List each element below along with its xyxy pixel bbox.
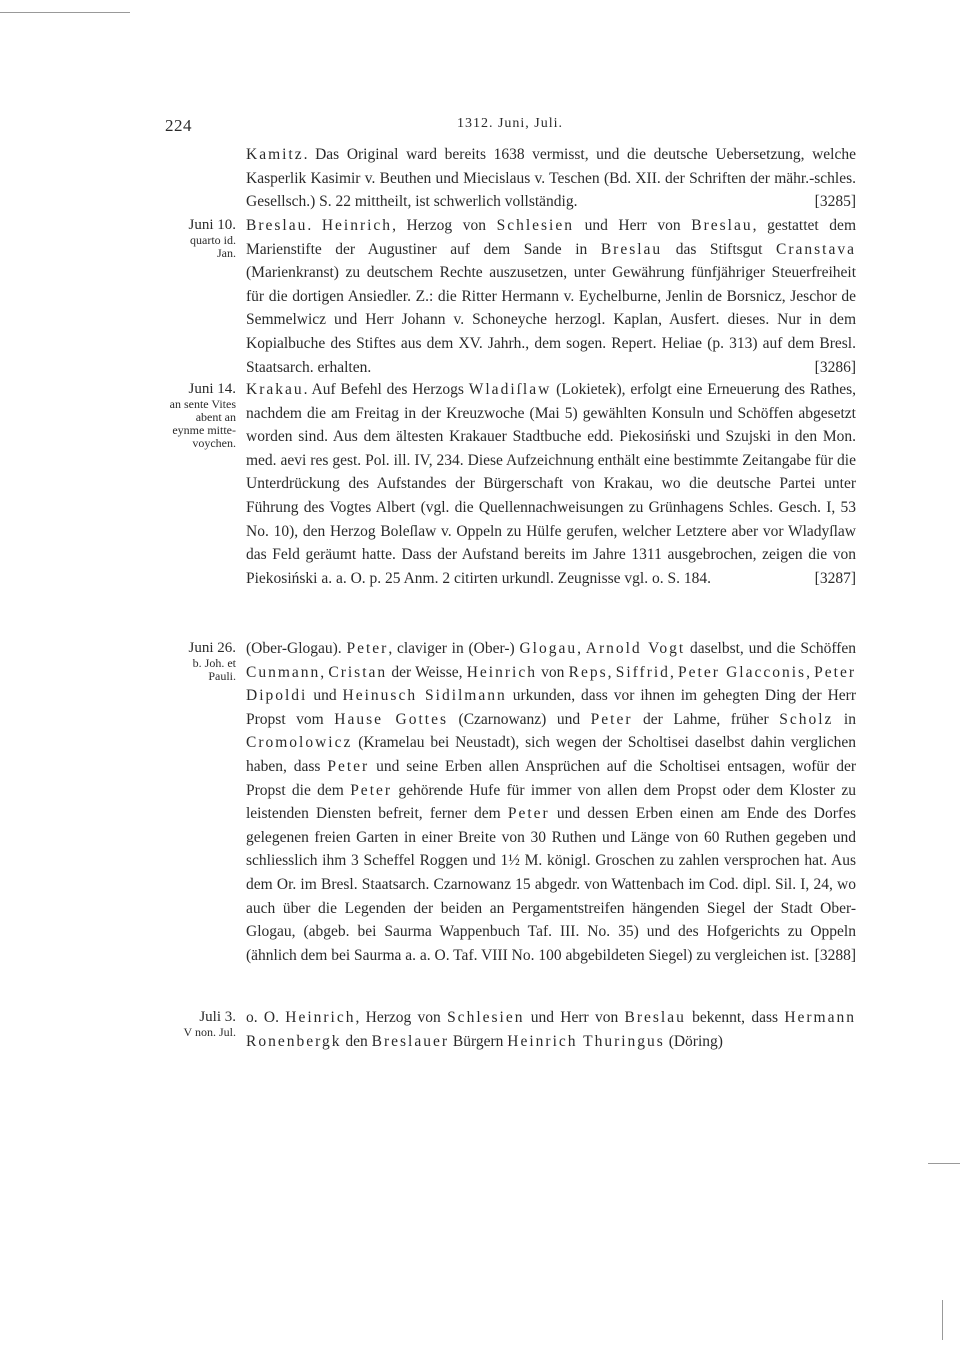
margin-date-label: Juli 3. [199, 1009, 236, 1025]
margin-feast-note: Jan. [217, 246, 236, 260]
text-run: der Lahme, früher [632, 710, 780, 728]
spaced-name: Cunmann [246, 663, 321, 681]
text-run: . [307, 217, 322, 234]
text-run: , [806, 663, 815, 681]
spaced-name: Heinrich [321, 217, 393, 234]
text-run: und Herr von [524, 1009, 625, 1026]
text-run: den [341, 1032, 372, 1050]
margin-feast-note: V non. Jul. [183, 1025, 236, 1039]
spaced-name: Schlesien [496, 217, 574, 234]
spaced-name: Cristan [328, 663, 388, 681]
spaced-name: Schlesien [447, 1009, 525, 1026]
entry-number: [3287] [814, 569, 856, 587]
entry-paragraph [246, 143, 856, 214]
spaced-name: Glogau [519, 640, 578, 657]
margin-date [146, 639, 236, 683]
text-run: . Das Original ward bereits 1638 vermisst, und die deutsche Uebersetzung, welche Kasperlik Kasimir v. Beuthen und Miecislaus v. Teschen (Bd. XII. der Schriften der mähr.-schles. Gesellsch.) S. 22 mittheilt, ist schwerlich vollständig. [246, 146, 856, 211]
text-run: . Auf Befehl des Herzogs [303, 381, 469, 398]
text-run: daselbst, und die Schöffen [685, 640, 856, 657]
text-run: , gestattet dem Marienstifte der Augustiner auf dem Sande in [246, 217, 856, 258]
text-run: , Herzog von [392, 217, 497, 234]
text-run: , claviger in (Ober-) [388, 640, 520, 657]
spaced-name: Heinrich Thuringus [507, 1032, 665, 1050]
margin-date [146, 380, 236, 450]
margin-feast-note: an sente Vites [169, 397, 236, 411]
spaced-name: Scholz [779, 710, 834, 728]
margin-date [146, 216, 236, 260]
spaced-name: Siffrid [615, 663, 670, 681]
text-run: , [669, 663, 679, 681]
spaced-name: Breslau [691, 217, 753, 234]
spaced-name: Peter [346, 640, 389, 657]
margin-date-label: Juni 26. [188, 640, 236, 656]
scan-edge-mark [928, 1163, 960, 1164]
spaced-name: Breslau [246, 217, 308, 234]
text-run: , Herzog von [355, 1009, 448, 1026]
scan-edge-mark [0, 12, 130, 13]
entry-number: [3285] [814, 193, 856, 211]
text-run: , [320, 663, 329, 681]
entry-paragraph [246, 214, 856, 379]
text-run: und [307, 687, 343, 705]
entry-paragraph [246, 1006, 856, 1053]
spaced-name: Hermann Ronenbergk [246, 1009, 856, 1050]
spaced-name: Peter [327, 757, 370, 775]
spaced-name: Krakau [246, 381, 304, 398]
spaced-name: Peter [350, 781, 393, 799]
text-run: (Czarnowanz) und [448, 710, 591, 728]
text-run: (Döring) [664, 1032, 723, 1050]
spaced-name: Kamitz [246, 146, 304, 163]
text-run: , [607, 663, 616, 681]
margin-feast-note: abent an [195, 410, 236, 424]
entry-text [246, 378, 856, 590]
text-run: urkunden, dass vor ihnen im gehegten Ding der Herr Propst vom [246, 687, 856, 728]
entry-text [246, 214, 856, 379]
text-run: und dessen Erben einen am Ende des Dorfes gelegenen freien Garten in einer Breite von 30 Ruthen und Länge von 60 Ruthen gegeben und schliesslich ihm 3 Scheffel Roggen und 1½ M. königl. Groschen zu zahlen versprochen hat. Aus dem Or. im Bresl. Staatsarch. Czarnowanz 15 abgedr. von Wattenbach im Cod. dipl. Sil. I, 24, wo auch über die Legenden der beiden an Pergamentstreifen hängenden Siegel der Stadt Ober-Glogau, (abgeb. bei Saurma Wappenbuch Taf. III. No. 35) und des Hofgerichts zu Oppeln (ähnlich dem bei Saurma a. a. O. Taf. VIII No. 100 abgebildeten Siegel) zu vergleichen ist. [246, 805, 856, 964]
scan-edge-mark [942, 1300, 943, 1340]
margin-date [146, 1008, 236, 1039]
margin-feast-note: b. Joh. et [192, 656, 236, 670]
text-run: (Marienkranst) zu deutschem Rechte auszusetzen, unter Gewährung fünfjähriger Steuerfreiheit für die dortigen Ansiedler. Z.: die Ritter Hermann v. Eychelburne, Jenlin de Borsnicz, Jeschor de Semmelwicz und Herr Johann v. Schoneyche herzogl. Kaplan, Ausfert. dieses. Nur in dem Kopialbuche des Stiftes aus dem XV. Jahrh., dem sogen. Repert. Heliae (p. 313) auf dem Bresl. Staatsarch. erhalten. [246, 264, 856, 376]
entry-paragraph [246, 637, 856, 967]
entry-number: [3286] [814, 358, 856, 376]
text-run: (Ober-Glogau). [246, 640, 347, 657]
text-run: das Stiftsgut [662, 240, 777, 258]
text-run: von [536, 663, 569, 681]
spaced-name: Breslau [600, 240, 663, 258]
spaced-name: Heinrich [285, 1009, 356, 1026]
text-run: gehörende Hufe für immer von allen dem Propst oder dem Kloster zu leistenden Diensten befreit, ferner dem [246, 781, 857, 823]
entry-paragraph [246, 378, 856, 590]
text-run: in [833, 710, 856, 728]
spaced-name: Heinrich [466, 663, 537, 681]
spaced-name: Breslauer [371, 1032, 450, 1050]
text-run: (Lokietek), erfolgt eine Erneuerung des Rathes, nachdem die am Freitag in der Kreuzwoche (Mai 5) gewählten Konsuln und Schöffen abgesetzt worden sind. Aus dem ältesten Krakauer Stadtbuche edd. Piekosiński und Szujski in den Mon. med. aevi res gest. Pol. ill. IV, 234. Diese Aufzeichnung enthält eine bestimmte Zeitangabe für die Unterdrückung des Aufstandes der Bürgerschaft von Krakau, wo die deutsche Partei unter Führung des Vogtes Albert (vgl. die Quellennachweisungen zu Grünhagens Schles. Gesch. I, 53 No. 10), den Herzog Boleſlaw v. Oppeln zu Hülfe gerufen, welcher Letztere aber vor Wladyſlaw das Feld geräumt hatte. Dass der Aufstand bereits im Jahre 1311 ausgebrochen, zeigen die von Piekosiński a. a. O. p. 25 Anm. 2 citirten urkundl. Zeugnisse vgl. o. S. 184. [246, 381, 856, 587]
margin-feast-note: quarto id. [190, 233, 236, 247]
spaced-name: Peter Dipoldi [246, 663, 857, 705]
spaced-name: Peter [507, 805, 550, 823]
margin-feast-note: eynme mitte- [172, 423, 236, 437]
margin-feast-note: voychen. [192, 436, 236, 450]
text-run: (Kramelau bei Neustadt), sich wegen der Scholtisei daselbst dahin verglichen haben, dass [246, 734, 856, 775]
spaced-name: Cranstava [776, 240, 856, 258]
spaced-name: Reps [568, 663, 608, 681]
text-run: und Herr von [573, 217, 692, 234]
spaced-name: Breslau [624, 1009, 686, 1026]
text-run: und seine Erben allen Ansprüchen auf die Scholtisei entsagen, wofür der Propst die dem [246, 757, 857, 799]
text-run: der Weisse, [387, 663, 467, 681]
margin-date-label: Juni 10. [188, 217, 236, 233]
entry-number: [3288] [814, 946, 856, 964]
margin-feast-note: Pauli. [208, 669, 236, 683]
spaced-name: Arnold Vogt [585, 640, 686, 657]
entry-text [246, 143, 856, 214]
margin-date-label: Juni 14. [188, 381, 236, 397]
text-run: o. O. [246, 1009, 286, 1026]
text-run: bekennt, dass [685, 1009, 785, 1026]
running-head: 1312. Juni, Juli. [456, 116, 564, 131]
page-number: 224 [165, 116, 192, 135]
spaced-name: Peter Glacconis [678, 663, 807, 681]
text-run: , [577, 640, 586, 657]
spaced-name: Heinusch Sidilmann [342, 687, 507, 705]
spaced-name: Cromolowicz [246, 734, 353, 752]
spaced-name: Peter [590, 710, 633, 728]
spaced-name: Wladiſlaw [468, 381, 552, 398]
text-run: Bürgern [449, 1032, 508, 1050]
entry-text [246, 1006, 856, 1053]
spaced-name: Hause Gottes [334, 710, 448, 728]
entry-text [246, 637, 856, 967]
